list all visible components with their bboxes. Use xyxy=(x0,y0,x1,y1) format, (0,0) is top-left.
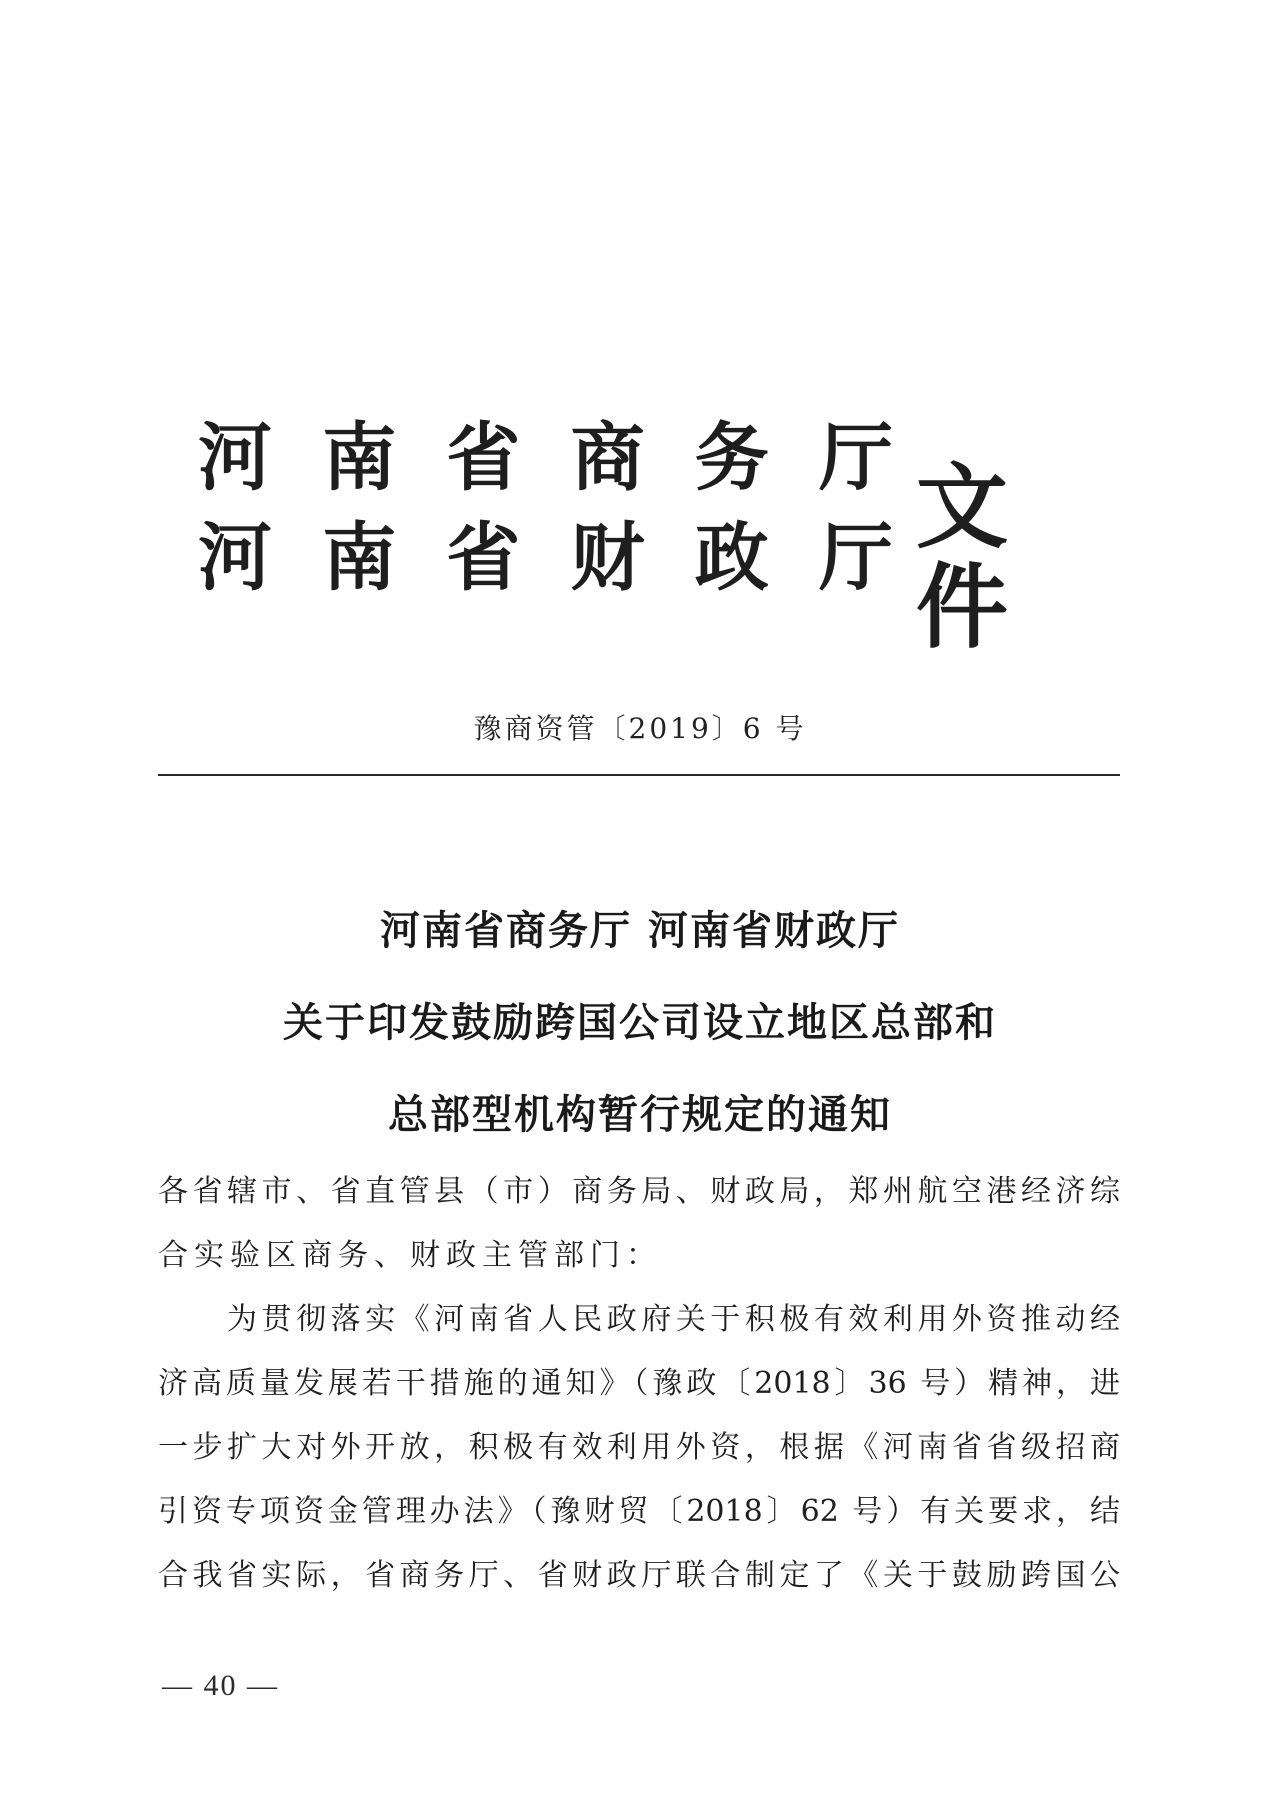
body-line: 各省辖市、省直管县（市）商务局、财政局，郑州航空港经济综 xyxy=(158,1174,1120,1209)
body-line: 为贯彻落实《河南省人民政府关于积极有效利用外资推动经 xyxy=(158,1302,1120,1337)
agency-char: 河 xyxy=(198,415,272,501)
document-suffix: 文件 xyxy=(916,454,1013,661)
document-number: 豫商资管〔2019〕6 号 xyxy=(473,712,807,745)
document-title xyxy=(0,885,1280,1161)
issuing-agencies-header xyxy=(198,415,1098,661)
agency-name-finance xyxy=(198,515,893,601)
agency-char: 厅 xyxy=(818,415,893,501)
title-line-3: 总部型机构暂行规定的通知 xyxy=(388,1092,892,1138)
header-divider xyxy=(158,774,1120,776)
agency-char: 厅 xyxy=(818,515,893,601)
agency-char: 南 xyxy=(322,415,397,501)
title-line-1: 河南省商务厅 河南省财政厅 xyxy=(380,908,900,954)
agency-char: 南 xyxy=(322,515,397,601)
document-body xyxy=(158,1160,1120,1608)
body-line: 合实验区商务、财政主管部门： xyxy=(158,1238,662,1273)
body-line: 引资专项资金管理办法》（豫财贸〔2018〕62 号）有关要求，结 xyxy=(158,1494,1120,1529)
agency-char: 商 xyxy=(570,415,645,501)
agency-char: 政 xyxy=(694,515,769,601)
agency-name-commerce xyxy=(198,415,893,501)
agency-char: 省 xyxy=(446,515,521,601)
page-number: — 40 — xyxy=(162,1669,279,1702)
body-line: 合我省实际，省商务厅、省财政厅联合制定了《关于鼓励跨国公 xyxy=(158,1558,1120,1593)
title-line-2: 关于印发鼓励跨国公司设立地区总部和 xyxy=(283,1000,997,1046)
agency-char: 河 xyxy=(198,515,272,601)
body-line: 济高质量发展若干措施的通知》（豫政〔2018〕36 号）精神，进 xyxy=(158,1366,1120,1401)
body-line: 一步扩大对外开放，积极有效利用外资，根据《河南省省级招商 xyxy=(158,1430,1120,1465)
agency-char: 财 xyxy=(570,515,645,601)
agency-char: 务 xyxy=(694,415,769,501)
agency-char: 省 xyxy=(446,415,521,501)
